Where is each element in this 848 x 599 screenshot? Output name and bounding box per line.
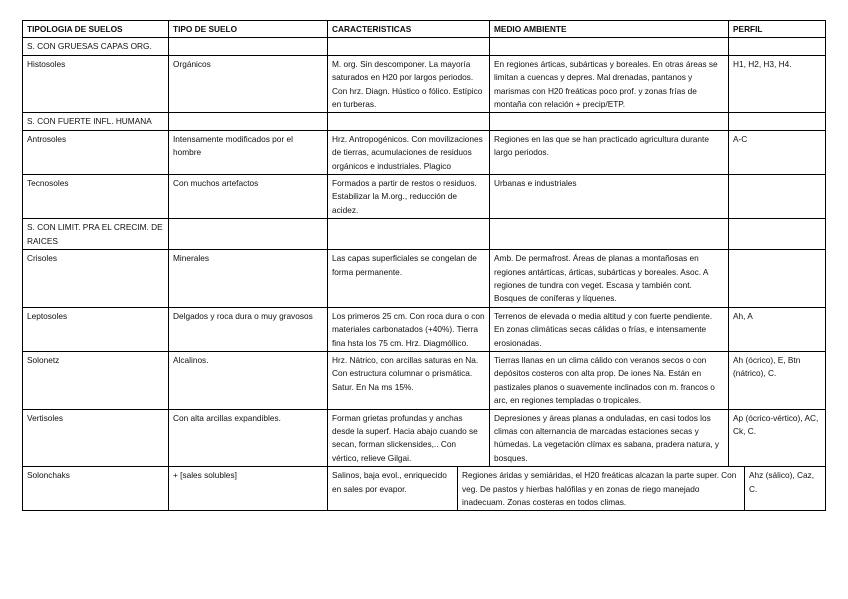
row-medio: Depresiones y áreas planas a onduladas, en casi todos los climas con alternancia de marcadas estaciones secas y húmedas. La vegetación clímax es sabana, pradera natura, y bosques. [490, 409, 729, 467]
header-tipologia: TIPOLOGIA DE SUELOS [23, 21, 169, 38]
row-tipo: Con muchos artefactos [169, 175, 328, 219]
soil-typology-table [22, 20, 826, 467]
row-medio: Regiones áridas y semiáridas, el H20 freáticas alcazan la parte super. Con veg. De pastos y hierbas halófilas y en zonas de riego manejado inadecuam. Zonas costeras en todos climas. [458, 467, 745, 511]
header-medio: MEDIO AMBIENTE [490, 21, 729, 38]
row-medio: Terrenos de elevada o media altitud y con fuerte pendiente. En zonas climáticas secas cálidas o frías, e intensamente erosionadas. [490, 307, 729, 351]
row-perfil: H1, H2, H3, H4. [729, 55, 826, 113]
soil-table-sheet [22, 20, 825, 511]
row-perfil: Ah, A [729, 307, 826, 351]
row-name: Crisoles [23, 250, 169, 308]
row-caracteristicas: Hrz. Nátrico, con arcillas saturas en Na. Con estructura columnar o prismática. Satur. En Na ms 15%. [328, 351, 490, 409]
row-perfil [729, 175, 826, 219]
row-perfil: A-C [729, 130, 826, 174]
row-name: Solonchaks [23, 467, 169, 511]
table-row [23, 250, 826, 308]
row-medio: Urbanas e industriales [490, 175, 729, 219]
table-row [23, 409, 826, 467]
row-name: Vertisoles [23, 409, 169, 467]
section-row [23, 219, 826, 250]
row-name: Tecnosoles [23, 175, 169, 219]
row-caracteristicas: Los primeros 25 cm. Con roca dura o con materiales carbonatados (+40%). Tierra fina hsta los 75 cm. Hrz. Diagmóllico. [328, 307, 490, 351]
table-row [23, 130, 826, 174]
row-medio: En regiones árticas, subárticas y boreales. En otras áreas se limitan a cuencas y depres. Mal drenadas, pantanos y marismas con H20 freáticas poco prof. y zonas frías de montaña con relación + precip/ETP. [490, 55, 729, 113]
table-row [23, 175, 826, 219]
row-name: Leptosoles [23, 307, 169, 351]
row-caracteristicas: Hrz. Antropogénicos. Con movilizaciones de tierras, acumulaciones de residuos orgánicos e industriales. Plagico [328, 130, 490, 174]
header-row [23, 21, 826, 38]
section-gruesas: S. CON GRUESAS CAPAS ORG. [23, 38, 169, 55]
header-tipo: TIPO DE SUELO [169, 21, 328, 38]
section-row [23, 113, 826, 130]
row-caracteristicas: Forman grietas profundas y anchas desde la superf. Hacia abajo cuando se secan, forman slickensides,.. Con vértico, relieve Gilgai. [328, 409, 490, 467]
table-row [23, 55, 826, 113]
row-tipo: Intensamente modificados por el hombre [169, 130, 328, 174]
row-tipo: + [sales solubles] [169, 467, 328, 511]
row-caracteristicas: Salinos, baja evol., enriquecido en sales por evapor. [328, 467, 458, 511]
row-tipo: Minerales [169, 250, 328, 308]
table-row [23, 307, 826, 351]
row-caracteristicas: Las capas superficiales se congelan de forma permanente. [328, 250, 490, 308]
header-perfil: PERFIL [729, 21, 826, 38]
section-limit: S. CON LIMIT. PRA EL CRECIM. DE RAICES [23, 219, 169, 250]
row-perfil: Ap (ócrico-vértico), AC, Ck, C. [729, 409, 826, 467]
row-tipo: Con alta arcillas expandibles. [169, 409, 328, 467]
solonchaks-table [22, 466, 826, 511]
row-medio: Regiones en las que se han practicado agricultura durante largo periodos. [490, 130, 729, 174]
row-perfil: Ahz (sálico), Caz, C. [745, 467, 826, 511]
row-perfil [729, 250, 826, 308]
row-tipo: Orgánicos [169, 55, 328, 113]
row-perfil: Ah (ócrico), E, Btn (nátrico), C. [729, 351, 826, 409]
row-tipo: Alcalinos. [169, 351, 328, 409]
row-name: Histosoles [23, 55, 169, 113]
row-caracteristicas: M. org. Sin descomponer. La mayoría saturados en H20 por largos periodos. Con hrz. Diagn. Hústico o fólico. Estípico en turberas. [328, 55, 490, 113]
header-caracteristicas: CARACTERISTICAS [328, 21, 490, 38]
table-row [23, 351, 826, 409]
row-tipo: Delgados y roca dura o muy gravosos [169, 307, 328, 351]
table-row [23, 467, 826, 511]
row-medio: Amb. De permafrost. Áreas de planas a montañosas en regiones antárticas, árticas, subárticas y boreales. Asoc. A regiones de tundra con veget. Escasa y también cont. Bosques de coníferas y líquenes. [490, 250, 729, 308]
row-caracteristicas: Formados a partir de restos o residuos. Estabilizar la M.org., reducción de acidez. [328, 175, 490, 219]
row-name: Solonetz [23, 351, 169, 409]
row-medio: Tierras llanas en un clima cálido con veranos secos o con depósitos costeros con alta prop. De iones Na. Están en pastizales planos o suavemente inclinados con m. francos o arc, en regiones templadas o tropicales. [490, 351, 729, 409]
section-humana: S. CON FUERTE INFL. HUMANA [23, 113, 169, 130]
row-name: Antrosoles [23, 130, 169, 174]
section-row [23, 38, 826, 55]
